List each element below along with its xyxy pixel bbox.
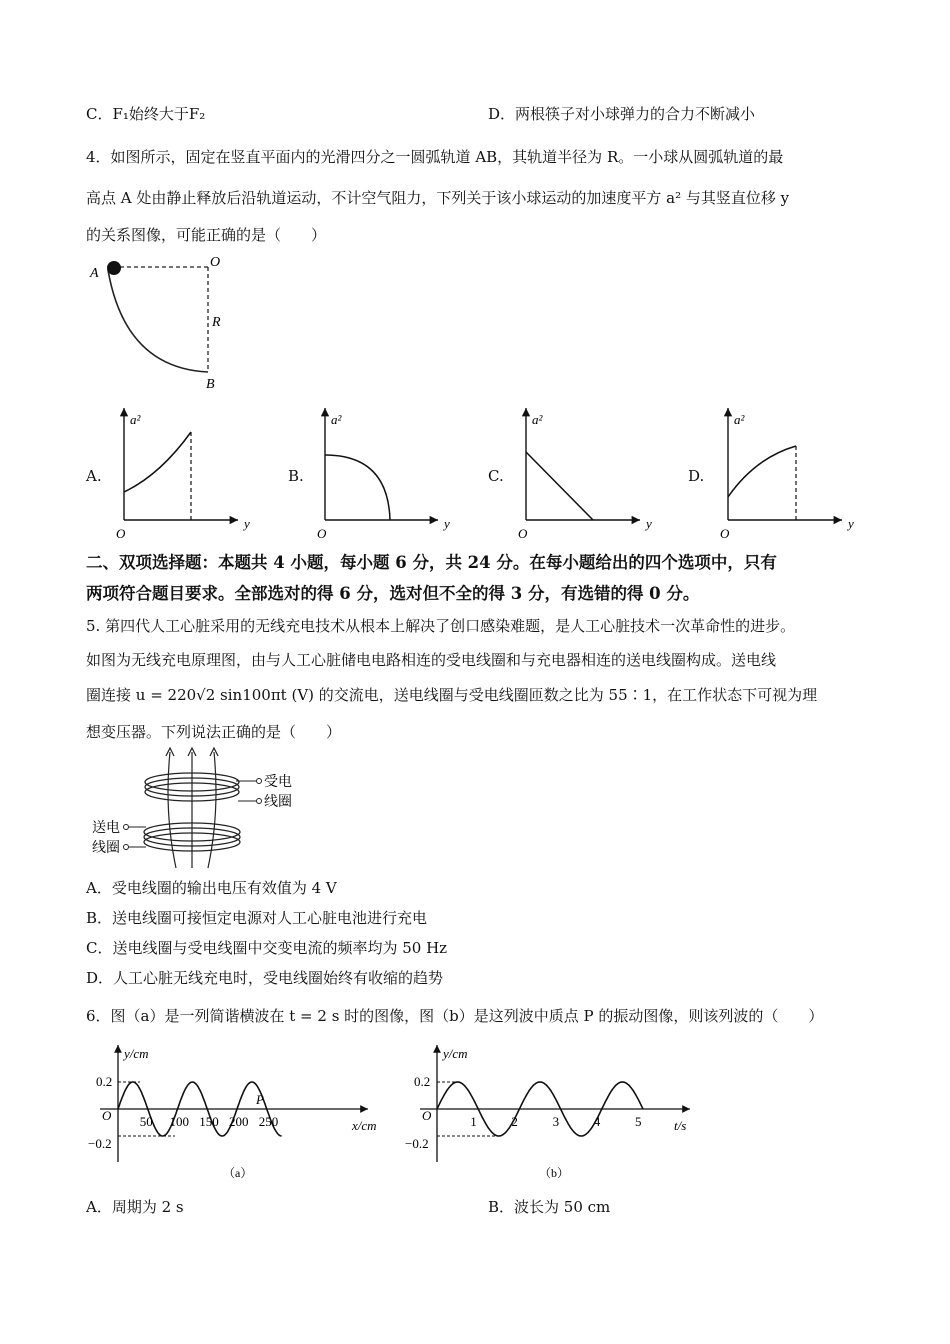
q4-stem-line3: 的关系图像，可能正确的是（ ） (86, 226, 327, 244)
graph-b-tick-label: 5 (635, 1114, 642, 1129)
q5-stem-line3: 圈连接 u = 220√2 sin100πt (V) 的交流电，送电线圈与受电线圈匝数之比为 55∶1，在工作状态下可视为理 (86, 686, 818, 704)
q4-option-a-label: A. (86, 467, 102, 485)
graph-b-ylabel: a² (331, 412, 342, 427)
recv-label-1: 受电 (264, 775, 292, 790)
send-label-2: 线圈 (92, 841, 120, 856)
graph-a-ylabel: a² (130, 412, 141, 427)
graph-c-ylabel: a² (532, 412, 543, 427)
graph-a-xlabel: y (244, 516, 250, 531)
label-b: B (206, 377, 215, 392)
graph-b-yneg: −0.2 (405, 1136, 429, 1151)
graph-b-ypos: 0.2 (414, 1074, 431, 1089)
q5-stem-line4: 想变压器。下列说法正确的是（ ） (86, 723, 342, 741)
q4-stem-line1: 4．如图所示，固定在竖直平面内的光滑四分之一圆弧轨道 AB，其轨道半径为 R。一小球从圆弧轨道的最 (86, 148, 784, 166)
recv-label-2: 线圈 (264, 795, 292, 810)
label-r: R (212, 315, 221, 330)
graph-a-tick-label: 250 (258, 1114, 279, 1129)
graph-b-xlabel: t/s (674, 1118, 687, 1133)
graph-c-origin: O (518, 526, 528, 541)
q3-option-c: C．F₁始终大于F₂ (86, 105, 206, 123)
graph-b-origin: O (422, 1108, 432, 1123)
q5-stem-line1: 5. 第四代人工心脏采用的无线充电技术从根本上解决了创口感染难题，是人工心脏技术一次革命性的进步。 (86, 617, 796, 635)
graph-b-ylabel: y/cm (443, 1046, 468, 1061)
graph-a-yneg: −0.2 (88, 1136, 112, 1151)
send-label-1: 送电 (92, 821, 120, 836)
q5-option-b: B．送电线圈可接恒定电源对人工心脏电池进行充电 (86, 909, 428, 927)
q6-option-a: A．周期为 2 s (86, 1198, 184, 1216)
graph-a-origin: O (102, 1108, 112, 1123)
graph-a-origin: O (116, 526, 126, 541)
graph-a-tick-label: 50 (139, 1114, 153, 1129)
section2-heading-line2: 两项符合题目要求。全部选对的得 6 分，选对但不全的得 3 分，有选错的得 0 分。 (86, 584, 700, 603)
graph-d-ylabel: a² (734, 412, 745, 427)
graph-b-tick-label: 2 (511, 1114, 518, 1129)
q5-stem-line2: 如图为无线充电原理图，由与人工心脏储电电路相连的受电线圈和与充电器相连的送电线圈构成。送电线 (86, 651, 777, 669)
graph-b-tick-label: 3 (552, 1114, 560, 1129)
graph-c-xlabel: y (646, 516, 652, 531)
graph-d-origin: O (720, 526, 730, 541)
q6-stem-line1: 6．图（a）是一列简谐横波在 t = 2 s 时的图像，图（b）是这列波中质点 P 的振动图像，则该列波的（ ） (86, 1007, 824, 1025)
q4-option-d-label: D. (688, 467, 705, 485)
q3-option-d: D．两根筷子对小球弹力的合力不断减小 (488, 105, 756, 123)
q4-stem-line2: 高点 A 处由静止释放后沿轨道运动，不计空气阻力，下列关于该小球运动的加速度平方 a² 与其竖直位移 y (86, 189, 790, 207)
graph-d-xlabel: y (848, 516, 854, 531)
label-o: O (210, 255, 221, 270)
q5-option-a: A．受电线圈的输出电压有效值为 4 V (86, 879, 337, 897)
graph-b-tick-label: 4 (593, 1114, 601, 1129)
graph-a-point-p: P (256, 1092, 264, 1107)
graph-a-caption: （a） (223, 1166, 253, 1180)
graph-a-ylabel: y/cm (124, 1046, 149, 1061)
graph-a-tick-label: 200 (229, 1114, 249, 1129)
graph-a-ypos: 0.2 (96, 1074, 113, 1089)
graph-b-xlabel: y (444, 516, 450, 531)
graph-b-tick-label: 1 (470, 1114, 477, 1129)
q5-option-c: C．送电线圈与受电线圈中交变电流的频率均为 50 Hz (86, 939, 448, 957)
q4-option-b-label: B. (288, 467, 304, 485)
label-a: A (90, 266, 99, 281)
graph-a-tick-label: 100 (169, 1114, 189, 1129)
graph-a-tick-label: 150 (199, 1114, 219, 1129)
graph-b-caption: （b） (539, 1166, 570, 1180)
section2-heading-line1: 二、双项选择题：本题共 4 小题，每小题 6 分，共 24 分。在每小题给出的四个选项中，只有 (86, 553, 777, 572)
q5-option-d: D．人工心脏无线充电时，受电线圈始终有收缩的趋势 (86, 969, 444, 987)
q6-option-b: B．波长为 50 cm (488, 1198, 611, 1216)
graph-a-xlabel: x/cm (352, 1118, 377, 1133)
q4-option-c-label: C. (488, 467, 504, 485)
graph-b-origin: O (317, 526, 327, 541)
